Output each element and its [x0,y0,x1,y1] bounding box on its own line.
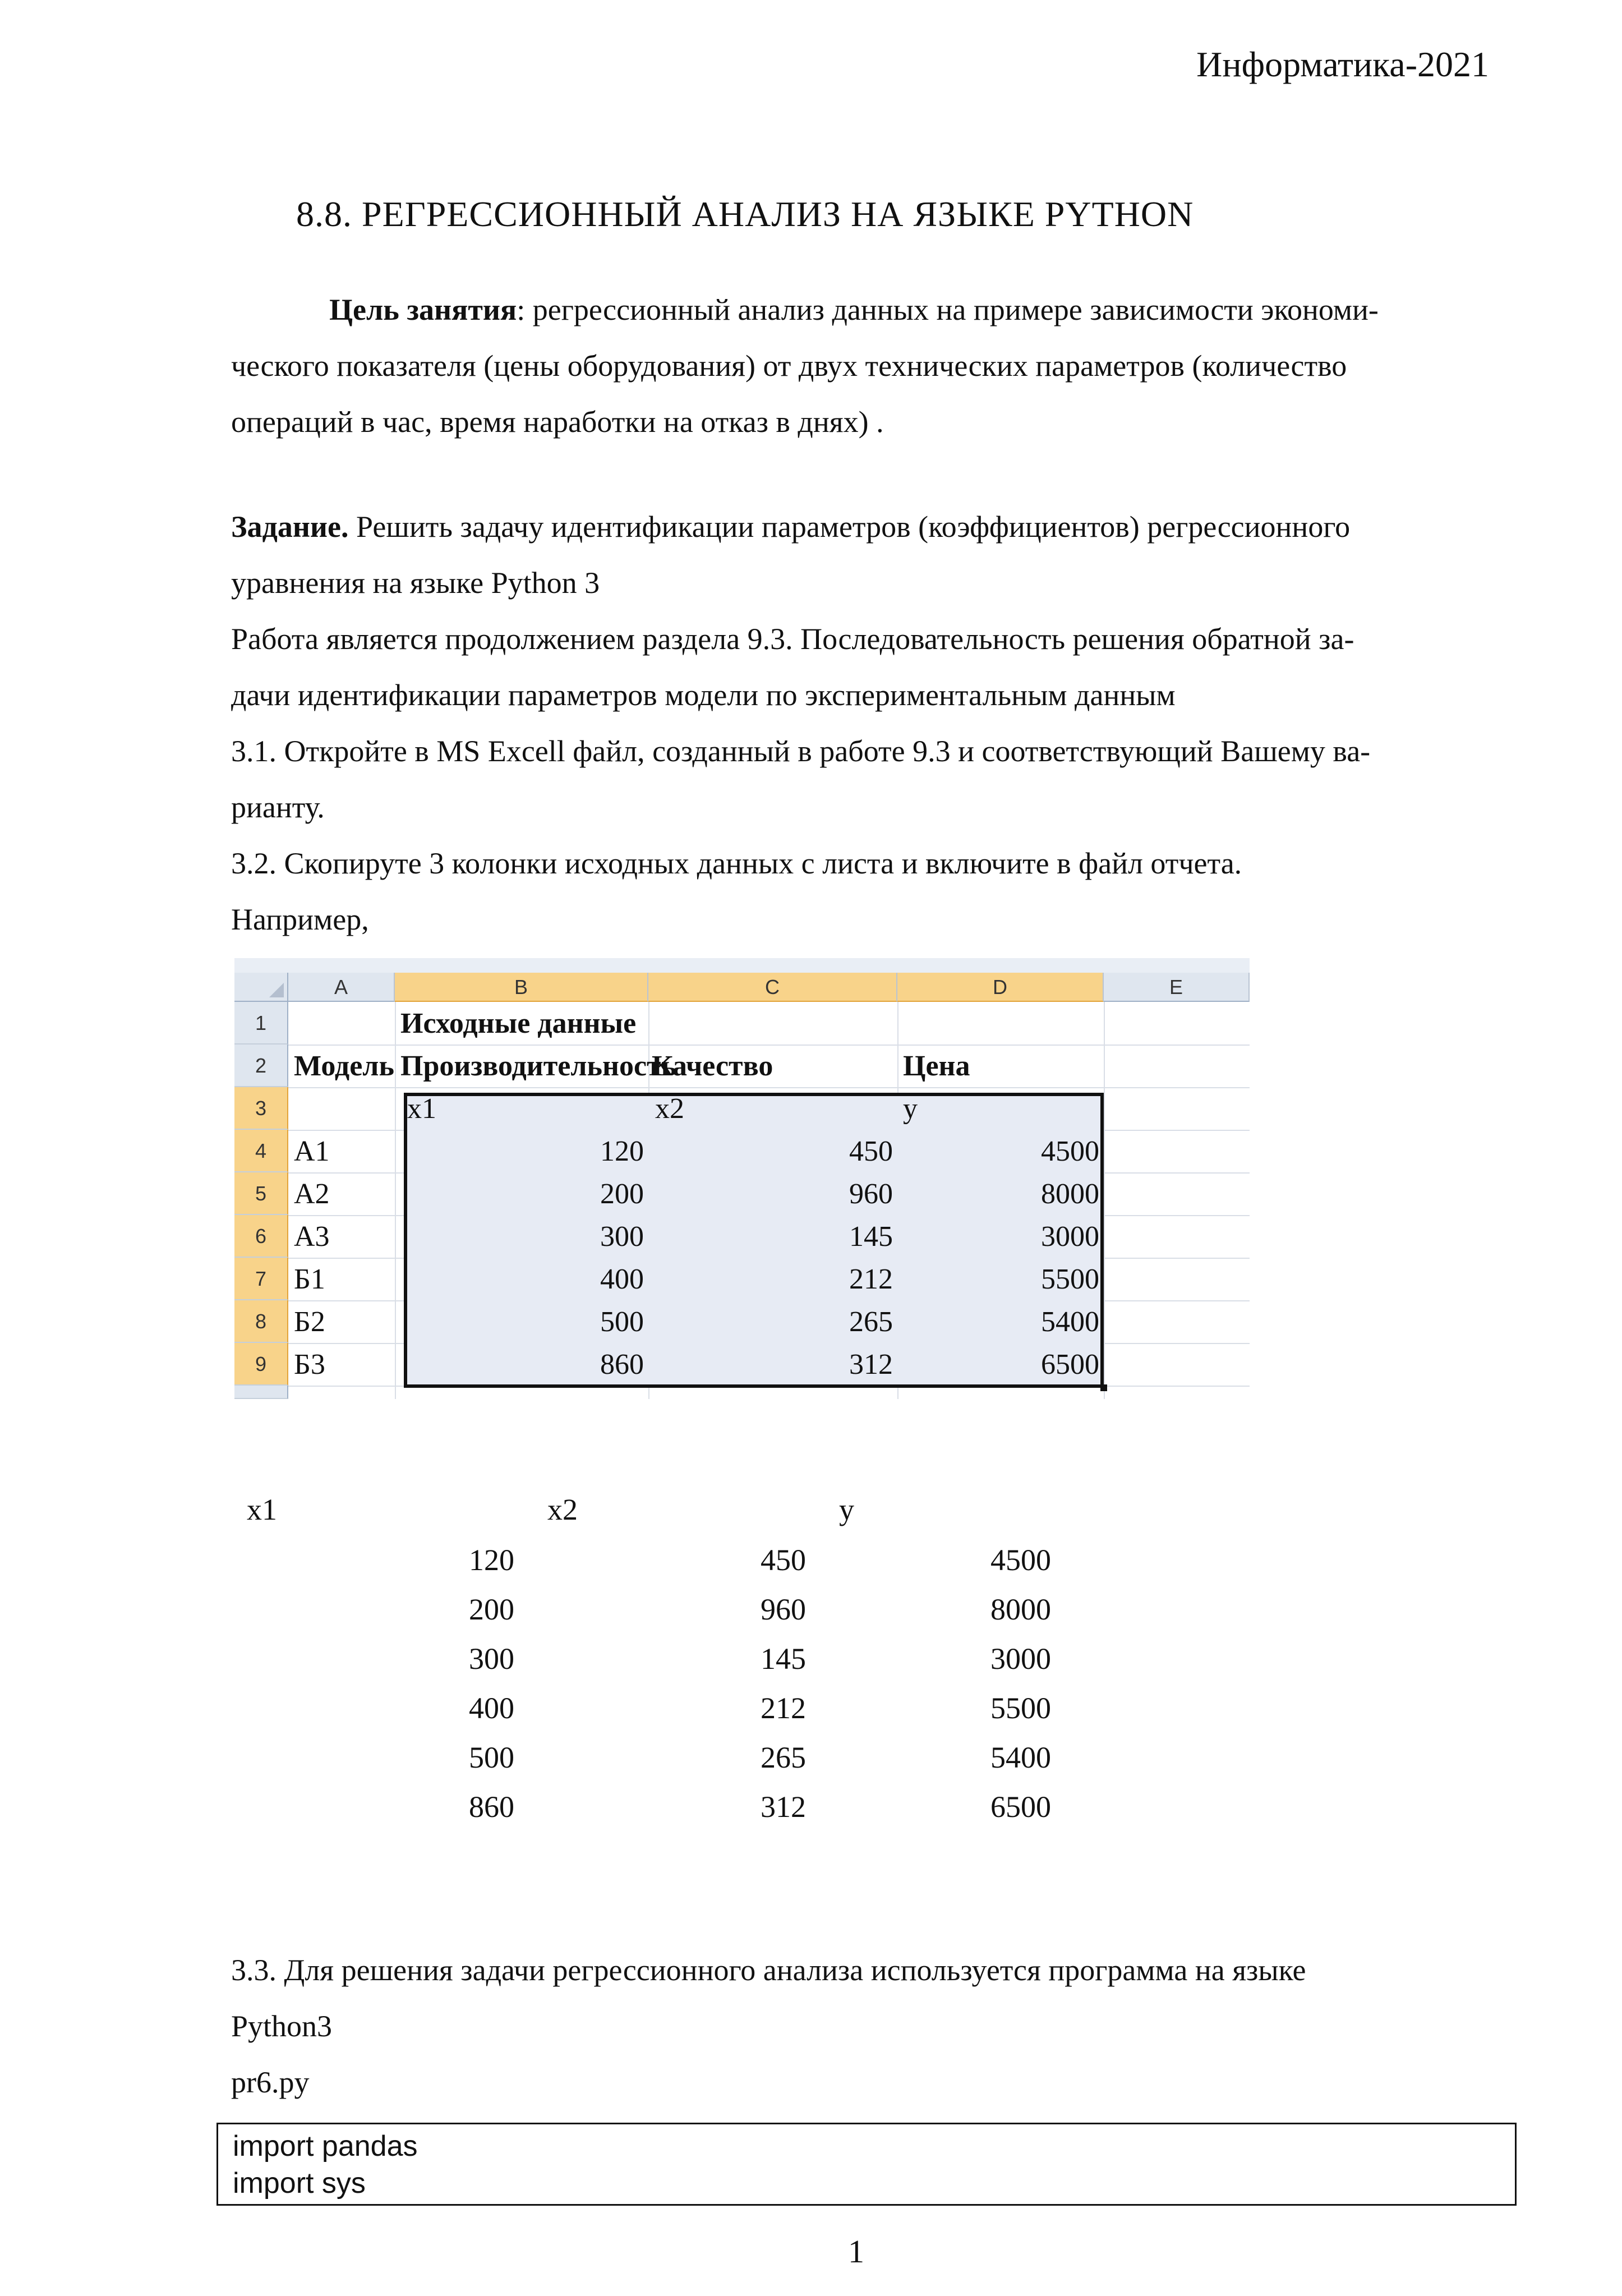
cell-d2[interactable]: Цена [903,1050,970,1082]
pasted-cell: 960 [761,1593,806,1626]
row-header-10[interactable] [234,1386,288,1399]
row-header-5[interactable]: 5 [234,1172,288,1215]
row-header-8[interactable]: 8 [234,1300,288,1343]
step-33-paragraph [231,1942,1487,2110]
pasted-cell: 265 [761,1741,806,1774]
pasted-header-y: y [839,1493,854,1526]
gridline [395,1002,396,1399]
cell-x1[interactable]: 300 [600,1221,644,1253]
cell-y[interactable]: 5400 [1041,1306,1099,1338]
cell-x2[interactable]: 145 [849,1221,893,1253]
cell-x2[interactable]: 960 [849,1178,893,1210]
gridline [1104,1002,1105,1399]
task-line-2: уравнения на языке Python 3 [231,566,600,600]
cell-b1[interactable]: Исходные данные [400,1007,637,1039]
cell-c2[interactable]: Качество [652,1050,773,1082]
goal-text-1: : регрессионный анализ данных на примере зависимости экономи- [517,293,1379,326]
cell-model[interactable]: Б1 [294,1263,325,1295]
cell-b2[interactable]: Производительность [400,1050,677,1082]
select-all-corner[interactable] [234,973,288,1002]
row-header-3[interactable]: 3 [234,1087,288,1130]
column-header-c[interactable]: C [648,973,897,1002]
cell-y[interactable]: 8000 [1041,1178,1099,1210]
pasted-cell: 312 [761,1790,806,1824]
pasted-cell: 4500 [990,1543,1051,1577]
task-line-3: Работа является продолжением раздела 9.3. Последовательность решения обратной за- [231,622,1354,656]
step-32-line: 3.2. Скопируте 3 колонки исходных данных с листа и включите в файл отчета. [231,846,1242,880]
task-label: Задание. [231,510,349,544]
column-header-d[interactable]: D [897,973,1104,1002]
pasted-cell: 200 [469,1593,514,1626]
row-header-4[interactable]: 4 [234,1130,288,1172]
cell-x2[interactable]: 312 [849,1349,893,1381]
pasted-cell: 500 [469,1741,514,1774]
pasted-header-x1: x1 [247,1493,277,1526]
cell-x1[interactable]: 200 [600,1178,644,1210]
pasted-cell: 3000 [990,1642,1051,1676]
cell-x1[interactable]: 120 [600,1135,644,1167]
pasted-cell: 120 [469,1543,514,1577]
pasted-cell: 8000 [990,1593,1051,1626]
goal-label: Цель занятия [329,293,517,326]
gridline [288,1087,1250,1088]
row-header-2[interactable]: 2 [234,1045,288,1087]
pasted-cell: 400 [469,1691,514,1725]
running-header: Информатика-2021 [1196,44,1489,84]
goal-text-2: ческого показателя (цены оборудования) от двух технических параметров (количество [231,349,1347,383]
cell-x2[interactable]: 450 [849,1135,893,1167]
pasted-cell: 5400 [990,1741,1051,1774]
column-header-e[interactable]: E [1104,973,1250,1002]
column-header-b[interactable]: B [395,973,648,1002]
code-line: import pandas [233,2130,418,2162]
section-title: 8.8. РЕГРЕССИОННЫЙ АНАЛИЗ НА ЯЗЫКЕ PYTHON [296,194,1194,234]
cell-y[interactable]: 6500 [1041,1349,1099,1381]
column-header-a[interactable]: A [288,973,395,1002]
task-line-4: дачи идентификации параметров модели по экспериментальным данным [231,678,1176,712]
example-label: Например, [231,903,369,936]
pasted-cell: 450 [761,1543,806,1577]
cell-x1[interactable]: 400 [600,1263,644,1295]
cell-x1[interactable]: 500 [600,1306,644,1338]
step-31-line: 3.1. Откройте в MS Excell файл, созданный в работе 9.3 и соответствующий Вашему ва- [231,734,1371,768]
spreadsheet-screenshot [234,958,1250,1399]
pasted-cell: 5500 [990,1691,1051,1725]
pasted-cell: 860 [469,1790,514,1824]
cell-c3[interactable]: x2 [655,1093,684,1125]
step-33-line-1: 3.3. Для решения задачи регрессионного анализа используется программа на языке [231,1953,1306,1987]
fill-handle[interactable] [1100,1384,1107,1391]
cell-y[interactable]: 5500 [1041,1263,1099,1295]
sheet-top-strip [234,958,1250,974]
program-file-name: pr6.py [231,2065,310,2099]
step-33-line-2: Python3 [231,2009,333,2043]
cell-model[interactable]: А1 [294,1135,330,1167]
cell-x2[interactable]: 265 [849,1306,893,1338]
cell-model[interactable]: А3 [294,1221,330,1253]
page-number: 1 [848,2233,864,2270]
task-line-1: Решить задачу идентификации параметров (коэффициентов) регрессионного [348,510,1351,544]
cell-x1[interactable]: 860 [600,1349,644,1381]
pasted-cell: 145 [761,1642,806,1676]
cell-b3[interactable]: x1 [407,1093,436,1125]
pasted-cell: 300 [469,1642,514,1676]
pasted-header-x2: x2 [547,1493,578,1526]
gridline [288,1045,1250,1046]
goal-paragraph [231,282,1487,450]
pasted-cell: 6500 [990,1790,1051,1824]
cell-model[interactable]: Б2 [294,1306,325,1338]
cell-model[interactable]: А2 [294,1178,330,1210]
cell-a2[interactable]: Модель [294,1050,394,1082]
row-header-1[interactable]: 1 [234,1002,288,1045]
goal-text-3: операций в час, время наработки на отказ в днях) . [231,405,884,439]
code-line: import sys [233,2167,366,2200]
pasted-cell: 212 [761,1691,806,1725]
cell-model[interactable]: Б3 [294,1349,325,1381]
row-header-7[interactable]: 7 [234,1258,288,1300]
row-header-6[interactable]: 6 [234,1215,288,1258]
cell-y[interactable]: 3000 [1041,1221,1099,1253]
step-31-line-cont: рианту. [231,790,325,824]
row-header-9[interactable]: 9 [234,1343,288,1386]
task-paragraph [231,499,1487,947]
cell-d3[interactable]: y [903,1093,918,1125]
cell-y[interactable]: 4500 [1041,1135,1099,1167]
code-listing [216,2123,1517,2206]
cell-x2[interactable]: 212 [849,1263,893,1295]
